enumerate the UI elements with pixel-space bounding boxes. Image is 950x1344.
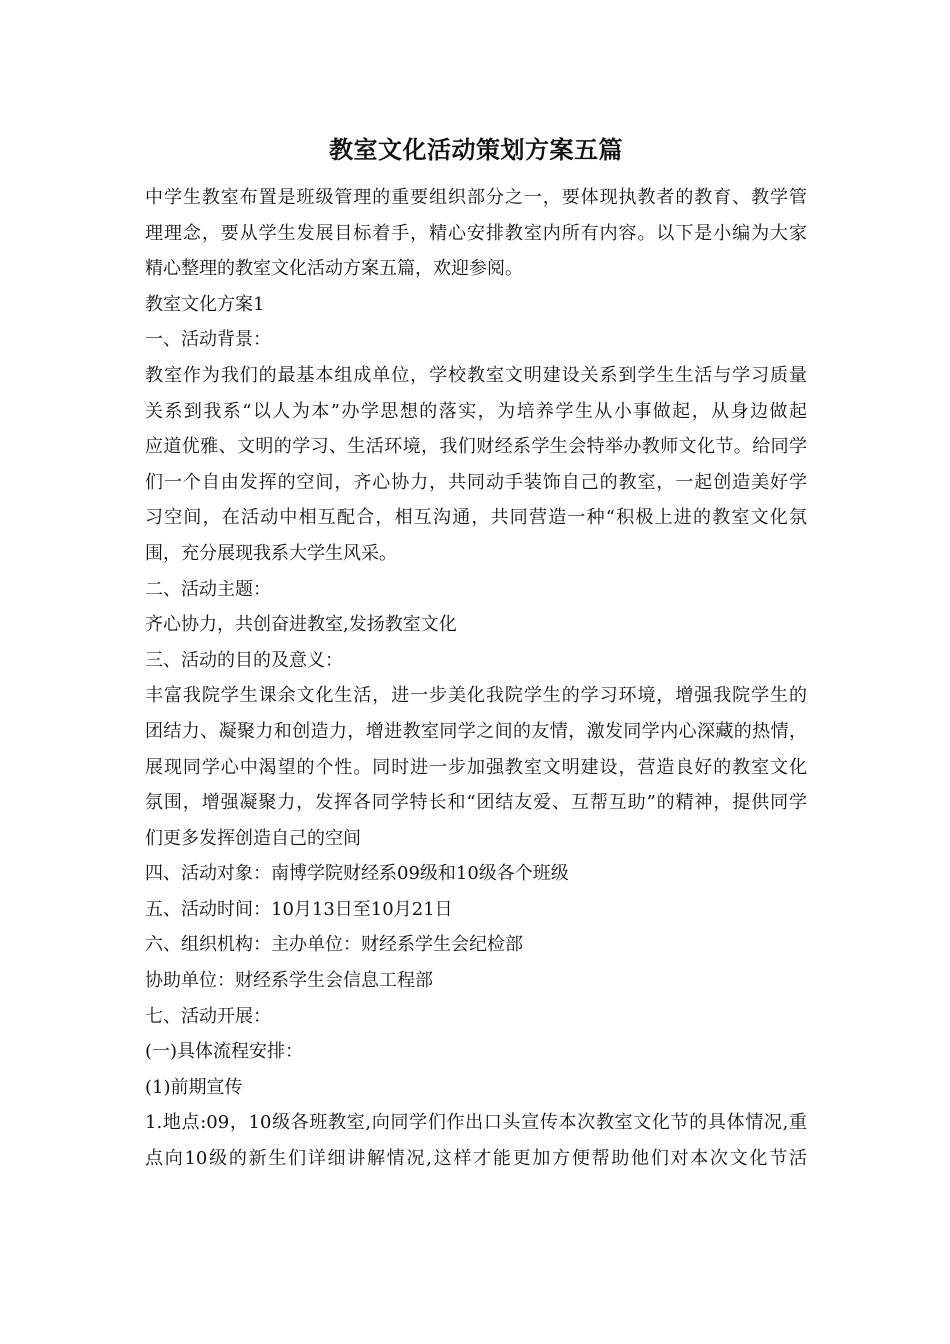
paragraph-line: 六、组织机构：主办单位：财经系学生会纪检部 <box>145 934 523 956</box>
paragraph-line: 们更多发挥创造自己的空间 <box>145 827 361 849</box>
document-page <box>145 128 807 1177</box>
paragraph-line: 三、活动的目的及意义： <box>145 649 343 671</box>
paragraph-line: 教室作为我们的最基本组成单位，学校教室文明建设关系到学生生活与学习质量 <box>145 364 807 386</box>
paragraph-line: 二、活动主题： <box>145 578 271 600</box>
paragraph-line: (一)具体流程安排： <box>145 1041 304 1063</box>
paragraph-line: 理理念，要从学生发展目标着手，精心安排教室内所有内容。以下是小编为大家 <box>145 222 807 244</box>
paragraph-line: 中学生教室布置是班级管理的重要组织部分之一，要体现执教者的教育、教学管 <box>145 187 807 208</box>
paragraph-line: 丰富我院学生课余文化生活，进一步美化我院学生的学习环境，增强我院学生的 <box>145 685 807 707</box>
paragraph-line: 齐心协力，共创奋进教室,发扬教室文化 <box>145 614 457 636</box>
paragraph-line: 协助单位：财经系学生会信息工程部 <box>145 970 433 992</box>
paragraph-line: 精心整理的教室文化活动方案五篇，欢迎参阅。 <box>145 258 523 280</box>
paragraph-line: 四、活动对象：南博学院财经系09级和10级各个班级 <box>145 863 569 885</box>
paragraph-line: 们一个自由发挥的空间，齐心协力，共同动手装饰自己的教室，一起创造美好学 <box>145 471 807 493</box>
paragraph-line: (1)前期宣传 <box>145 1076 243 1098</box>
paragraph-line: 点向10级的新生们详细讲解情况,这样才能更加方便帮助他们对本次文化节活 <box>145 1148 807 1170</box>
paragraph-line: 团结力、凝聚力和创造力，增进教室同学之间的友情，激发同学内心深藏的热情， <box>145 720 807 742</box>
paragraph-line: 七、活动开展： <box>145 1005 271 1027</box>
paragraph-line: 1.地点:09，10级各班教室,向同学们作出口头宣传本次教室文化节的具体情况,重 <box>145 1112 807 1134</box>
paragraph-line: 五、活动时间：10月13日至10月21日 <box>145 898 453 920</box>
document-body <box>145 180 807 1177</box>
paragraph-line: 教室文化方案1 <box>145 293 265 315</box>
paragraph-line: 氛围，增强凝聚力，发挥各同学特长和“团结友爱、互帮互助”的精神，提供同学 <box>145 792 807 814</box>
document-title: 教室文化活动策划方案五篇 <box>329 135 623 164</box>
paragraph-line: 习空间，在活动中相互配合，相互沟通，共同营造一种“积极上进的教室文化氛 <box>145 507 807 529</box>
paragraph-line: 一、活动背景： <box>145 329 271 351</box>
paragraph-line: 应道优雅、文明的学习、生活环境，我们财经系学生会特举办教师文化节。给同学 <box>145 436 807 458</box>
paragraph-line: 展现同学心中渴望的个性。同时进一步加强教室文明建设，营造良好的教室文化 <box>145 756 807 778</box>
paragraph-line: 围，充分展现我系大学生风采。 <box>145 542 397 564</box>
paragraph-line: 关系到我系“以人为本”办学思想的落实，为培养学生从小事做起，从身边做起 <box>145 400 807 422</box>
